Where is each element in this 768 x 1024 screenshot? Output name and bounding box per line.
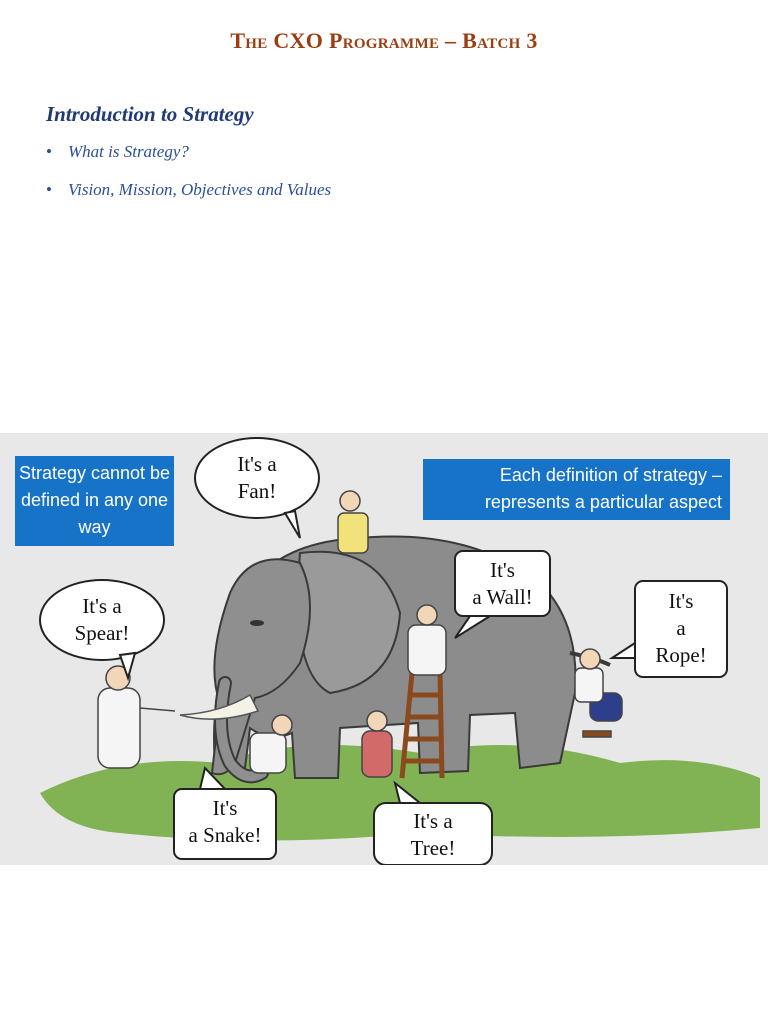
bullet-dot-icon: • bbox=[46, 180, 52, 199]
bullet-text: Vision, Mission, Objectives and Values bbox=[68, 180, 332, 199]
bubble-snake-text: It's a Snake! bbox=[188, 796, 262, 847]
bullet-item bbox=[46, 142, 331, 180]
blind-man-tree bbox=[362, 711, 392, 777]
blind-man-fan bbox=[338, 491, 368, 553]
document-title: The CXO Programme – Batch 3 bbox=[230, 28, 538, 53]
bullet-list bbox=[46, 142, 331, 218]
blind-man-rope bbox=[575, 649, 622, 737]
bullet-text: What is Strategy? bbox=[68, 142, 189, 161]
section-heading: Introduction to Strategy bbox=[46, 102, 254, 126]
bubble-spear-text: It's a Spear! bbox=[74, 594, 130, 645]
blind-man-spear bbox=[98, 666, 175, 768]
bullet-item bbox=[46, 180, 331, 218]
callout-right: Each definition of strategy – represents a particular aspect bbox=[423, 459, 730, 520]
bubble-tree-text: It's a Tree! bbox=[410, 809, 456, 860]
bubble-rope-text: It's a Rope! bbox=[655, 589, 707, 667]
callout-left: Strategy cannot be defined in any one way bbox=[15, 456, 174, 546]
blind-men-elephant-illustration bbox=[0, 433, 768, 865]
bubble-wall-text: It's a Wall! bbox=[472, 558, 533, 609]
bullet-dot-icon: • bbox=[46, 142, 52, 161]
bubble-fan-text: It's a Fan! bbox=[237, 452, 277, 503]
